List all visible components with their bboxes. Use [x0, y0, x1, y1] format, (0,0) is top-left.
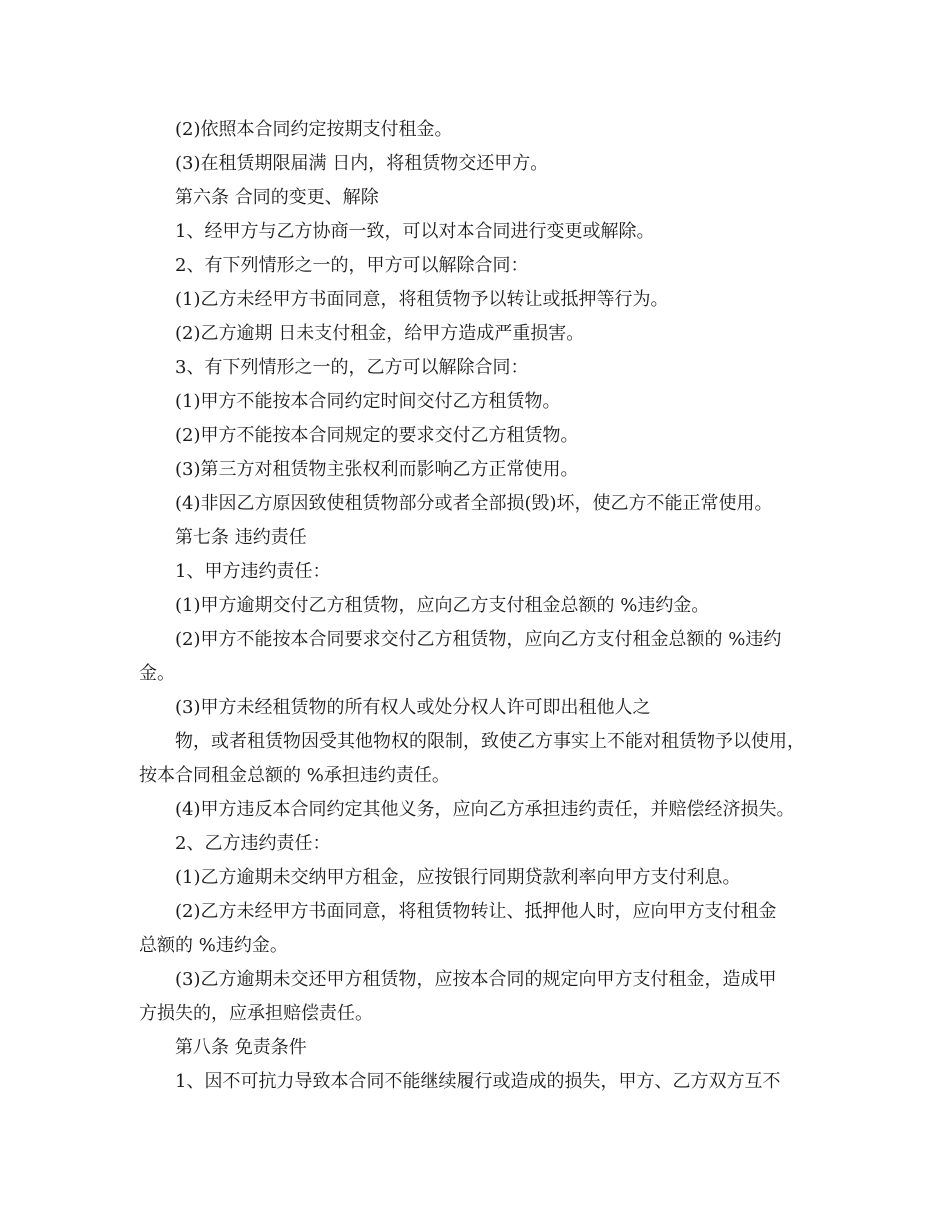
text-line: 1、经甲方与乙方协商一致，可以对本合同进行变更或解除。 — [175, 221, 655, 242]
text-line: (4)甲方违反本合同约定其他义务，应向乙方承担违约责任，并赔偿经济损失。 — [175, 799, 795, 820]
text-line: 按本合同租金总额的 %承担违约责任。 — [139, 765, 450, 786]
text-line: (3)甲方未经租赁物的所有权人或处分权人许可即出租他人之 — [175, 697, 651, 718]
section-heading: 第八条 免责条件 — [175, 1037, 307, 1058]
text-line: (1)乙方未经甲方书面同意，将租赁物予以转让或抵押等行为。 — [175, 289, 669, 310]
text-line: (4)非因乙方原因致使租赁物部分或者全部损(毁)坏，使乙方不能正常使用。 — [175, 493, 773, 514]
text-line: (2)乙方未经甲方书面同意，将租赁物转让、抵押他人时，应向甲方支付租金 — [175, 901, 777, 922]
text-line: 1、甲方违约责任： — [175, 561, 331, 582]
text-line: (3)第三方对租赁物主张权利而影响乙方正常使用。 — [175, 459, 579, 480]
text-line: (3)在租赁期限届满 日内，将租赁物交还甲方。 — [175, 153, 549, 174]
text-line: 2、乙方违约责任： — [175, 833, 331, 854]
text-line: (1)甲方逾期交付乙方租赁物，应向乙方支付租金总额的 %违约金。 — [175, 595, 710, 616]
document-body — [139, 113, 819, 1099]
text-line: (1)乙方逾期未交纳甲方租金，应按银行同期贷款利率向甲方支付利息。 — [175, 867, 741, 888]
text-line: 金。 — [139, 663, 175, 684]
text-line: (2)甲方不能按本合同要求交付乙方租赁物，应向乙方支付租金总额的 %违约 — [175, 629, 782, 650]
text-line: 2、有下列情形之一的，甲方可以解除合同： — [175, 255, 529, 276]
text-line: (3)乙方逾期未交还甲方租赁物，应按本合同的规定向甲方支付租金，造成甲 — [175, 969, 777, 990]
section-heading: 第七条 违约责任 — [175, 527, 307, 548]
text-line: (1)甲方不能按本合同约定时间交付乙方租赁物。 — [175, 391, 561, 412]
text-line: (2)乙方逾期 日未支付租金，给甲方造成严重损害。 — [175, 323, 585, 344]
section-heading: 第六条 合同的变更、解除 — [175, 187, 379, 208]
text-line: 3、有下列情形之一的，乙方可以解除合同： — [175, 357, 529, 378]
text-line: 总额的 %违约金。 — [139, 935, 288, 956]
text-line: 1、因不可抗力导致本合同不能继续履行或造成的损失，甲方、乙方双方互不 — [175, 1071, 781, 1092]
text-line: (2)依照本合同约定按期支付租金。 — [175, 119, 453, 140]
text-line: 方损失的，应承担赔偿责任。 — [139, 1003, 373, 1024]
text-line: (2)甲方不能按本合同规定的要求交付乙方租赁物。 — [175, 425, 579, 446]
text-line: 物，或者租赁物因受其他物权的限制，致使乙方事实上不能对租赁物予以使用， — [175, 731, 805, 752]
